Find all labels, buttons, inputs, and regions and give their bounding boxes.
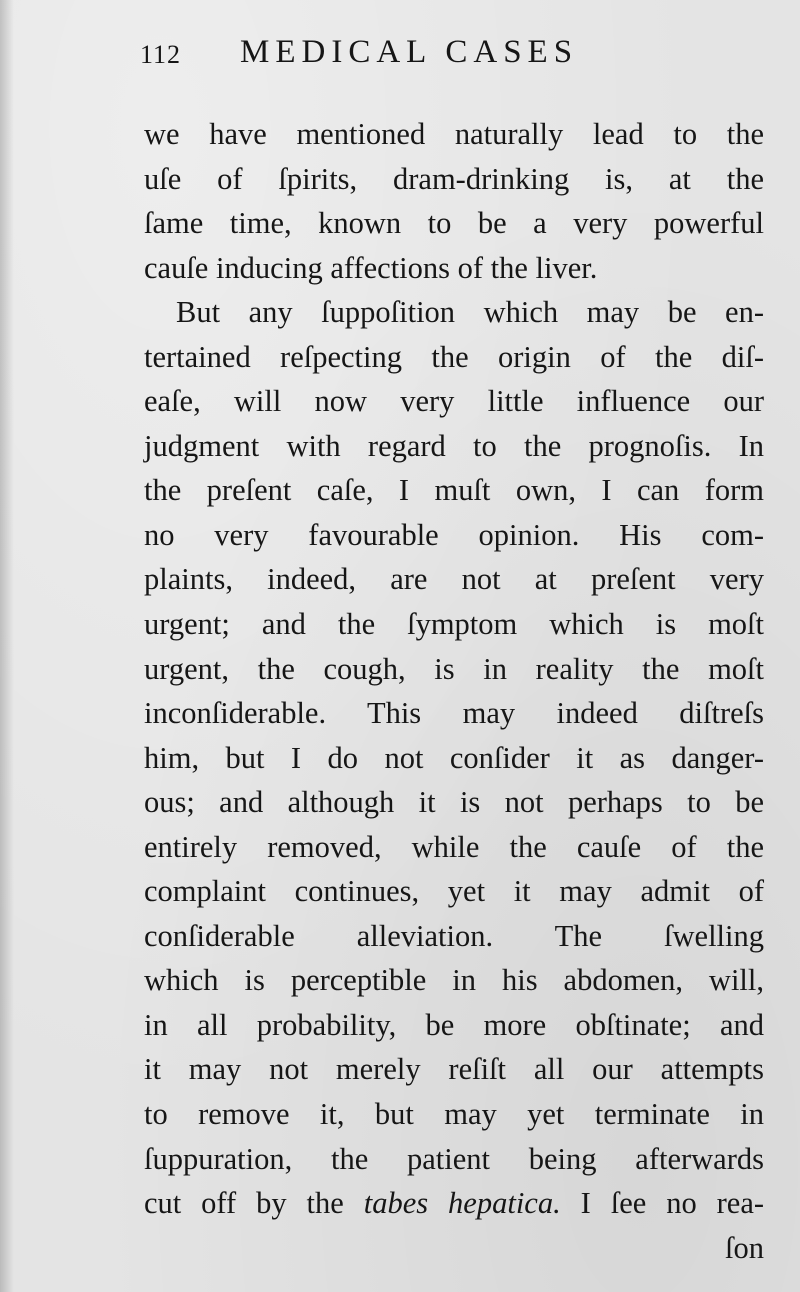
text-line: conſiderable alleviation. The ſwelling: [144, 918, 764, 953]
catchword: ſon: [725, 1230, 764, 1265]
text-line: judgment with regard to the prognoſis. In: [144, 428, 764, 463]
page-number: 112: [140, 40, 182, 69]
text-line: plaints, indeed, are not at preſent very: [144, 562, 764, 597]
text-line: entirely removed, while the cauſe of the: [144, 829, 764, 864]
text-line: inconſiderable. This may indeed diſtreſs: [144, 696, 764, 731]
text-line: urgent, the cough, is in reality the moſt: [144, 651, 764, 686]
text-line: ous; and although it is not perhaps to be: [144, 785, 764, 820]
italic-term: tabes hepatica.: [363, 1186, 561, 1221]
line-25-before: cut off by the: [144, 1186, 344, 1221]
text-line: urgent; and the ſymptom which is moſt: [144, 607, 764, 642]
paragraph-start-line: But any ſuppoſition which may be en-: [176, 295, 764, 330]
text-line: tertained reſpecting the origin of the diſ-: [144, 339, 764, 374]
text-line: it may not merely reſiſt all our attempts: [144, 1052, 764, 1087]
text-line: uſe of ſpirits, dram-drinking is, at the: [144, 161, 764, 196]
text-line: ſame time, known to be a very powerful: [144, 206, 764, 241]
text-line: the preſent caſe, I muſt own, I can form: [144, 473, 764, 508]
text-line-with-italic: [144, 1181, 764, 1226]
text-line: we have mentioned naturally lead to the: [144, 117, 764, 151]
text-line: in all probability, be more obſtinate; and: [144, 1007, 764, 1042]
text-line: him, but I do not conſider it as danger-: [144, 740, 764, 775]
line-25-after: I ſee no rea-: [580, 1186, 765, 1221]
body-text: [144, 112, 764, 1270]
text-line: complaint continues, yet it may admit of: [144, 874, 764, 909]
text-line: ſuppuration, the patient being afterwards: [144, 1141, 764, 1176]
text-line: to remove it, but may yet terminate in: [144, 1097, 764, 1132]
page-header: [140, 34, 660, 74]
running-head: MEDICAL CASES: [240, 34, 579, 70]
text-line: which is perceptible in his abdomen, will,: [144, 963, 764, 998]
text-line: cauſe inducing affections of the liver.: [144, 250, 598, 285]
text-line: no very favourable opinion. His com-: [144, 517, 764, 552]
gutter-shadow: [0, 0, 14, 1292]
text-line: eaſe, will now very little influence our: [144, 384, 764, 419]
